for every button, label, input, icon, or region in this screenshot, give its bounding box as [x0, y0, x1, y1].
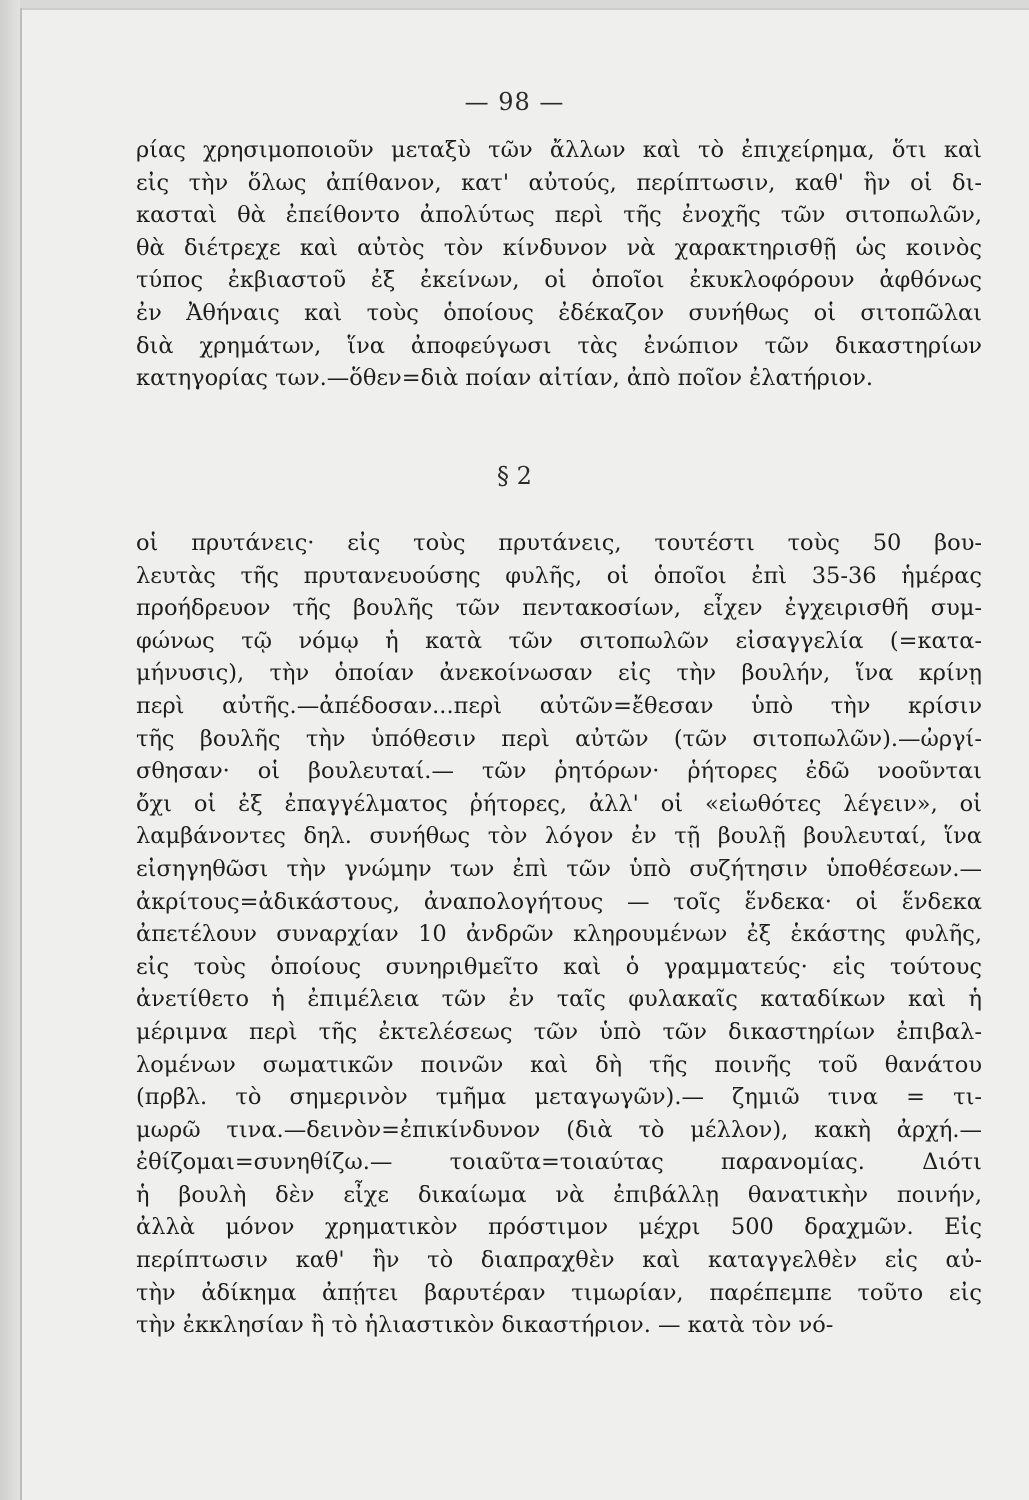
text-line: λευτὰς τῆς πρυτανευούσης φυλῆς, οἱ ὁποῖοι ἐπὶ 35-36 ἡμέρας [136, 562, 982, 589]
text-line: προήδρευον τῆς βουλῆς τῶν πεντακοσίων, εἶχεν ἐγχειρισθῆ συμ- [136, 595, 982, 622]
text-line: τῆς βουλῆς τὴν ὑπόθεσιν περὶ αὐτῶν (τῶν σιτοπωλῶν).—ὠργί- [136, 725, 982, 752]
text-line: ἀκρίτους=ἀδικάστους, ἀναπολογήτους — τοῖς ἕνδεκα· οἱ ἕνδεκα [136, 888, 982, 915]
text-line: τύπος ἐκβιαστοῦ ἐξ ἐκείνων, οἱ ὁποῖοι ἐκυκλοφόρουν ἀφθόνως [136, 267, 982, 294]
page-number: — 98 — [464, 88, 565, 116]
section-heading: § 2 [497, 462, 532, 490]
text-line: ὄχι οἱ ἐξ ἐπαγγέλματος ῥήτορες, ἀλλ' οἱ «εἰωθότες λέγειν», οἱ [136, 790, 982, 817]
text-line: οἱ πρυτάνεις· εἰς τοὺς πρυτάνεις, τουτέστι τοὺς 50 βου- [136, 530, 982, 556]
paragraph-1 [136, 134, 982, 395]
page-edge [0, 0, 20, 1500]
text-line: ἐν Ἀθήναις καὶ τοὺς ὁποίους ἐδέκαζον συνήθως οἱ σιτοπῶλαι [136, 299, 982, 326]
text-line: ἀνετίθετο ἡ ἐπιμέλεια τῶν ἐν ταῖς φυλακαῖς καταδίκων καὶ ἡ [136, 986, 982, 1013]
text-line: μήνυσις), τὴν ὁποίαν ἀνεκοίνωσαν εἰς τὴν βουλήν, ἵνα κρίνῃ [136, 660, 982, 687]
paragraph-2 [136, 527, 982, 1342]
text-line: λαμβάνοντες δηλ. συνήθως τὸν λόγον ἐν τῇ βουλῇ βουλευταί, ἵνα [136, 823, 982, 850]
text-line: κασταὶ θὰ ἐπείθοντο ἀπολύτως περὶ τῆς ἐνοχῆς τῶν σιτοπωλῶν, [136, 202, 982, 229]
text-line: (πρβλ. τὸ σημερινὸν τμῆμα μεταγωγῶν).— ζημιῶ τινα = τι- [136, 1084, 982, 1111]
text-line: μωρῶ τινα.—δεινὸν=ἐπικίνδυνον (διὰ τὸ μέλλον), κακὴ ἀρχή.— [136, 1116, 982, 1143]
text-line: ἐθίζομαι=συνηθίζω.— τοιαῦτα=τοιαύτας παρανομίας. Διότι [136, 1149, 982, 1176]
text-line: περίπτωσιν καθ' ἣν τὸ διαπραχθὲν καὶ καταγγελθὲν εἰς αὐ- [136, 1247, 982, 1274]
text-line: σθησαν· οἱ βουλευταί.— τῶν ῥητόρων· ῥήτορες ἐδῶ νοοῦνται [136, 758, 982, 785]
text-line: θὰ διέτρεχε καὶ αὐτὸς τὸν κίνδυνον νὰ χαρακτηρισθῇ ὡς κοινὸς [136, 234, 982, 261]
text-line: εἰς τοὺς ὁποίους συνηριθμεῖτο καὶ ὁ γραμματεύς· εἰς τούτους [136, 953, 982, 980]
text-line: κατηγορίας των.—ὅθεν=διὰ ποίαν αἰτίαν, ἀπὸ ποῖον ἐλατήριον. [136, 365, 874, 392]
text-line: λομένων σωματικῶν ποινῶν καὶ δὴ τῆς ποινῆς τοῦ θανάτου [136, 1051, 982, 1078]
text-line: ρίας χρησιμοποιοῦν μεταξὺ τῶν ἄλλων καὶ τὸ ἐπιχείρημα, ὅτι καὶ [136, 137, 982, 163]
text-line: τὴν ἐκκλησίαν ἢ τὸ ἡλιαστικὸν δικαστήριον. — κατὰ τὸν νό- [136, 1312, 834, 1339]
text-line: μέριμνα περὶ τῆς ἐκτελέσεως τῶν ὑπὸ τῶν δικαστηρίων ἐπιβαλ- [136, 1018, 982, 1045]
text-line: ἡ βουλὴ δὲν εἶχε δικαίωμα νὰ ἐπιβάλλῃ θανατικὴν ποινήν, [136, 1181, 982, 1208]
text-line: εἰς τὴν ὅλως ἀπίθανον, κατ' αὐτούς, περίπτωσιν, καθ' ἣν οἱ δι- [136, 169, 982, 196]
text-line: ἀπετέλουν συναρχίαν 10 ἀνδρῶν κληρουμένων ἐξ ἑκάστης φυλῆς, [136, 921, 982, 948]
text-line: φώνως τῷ νόμῳ ἡ κατὰ τῶν σιτοπωλῶν εἰσαγγελία (=κατα- [136, 627, 982, 654]
text-line: τὴν ἀδίκημα ἀπῄτει βαρυτέραν τιμωρίαν, παρέπεμπε τοῦτο εἰς [136, 1279, 982, 1306]
text-line: περὶ αὐτῆς.—ἀπέδοσαν...περὶ αὐτῶν=ἔθεσαν ὑπὸ τὴν κρίσιν [136, 692, 982, 719]
text-line: διὰ χρημάτων, ἵνα ἀποφεύγωσι τὰς ἐνώπιον τῶν δικαστηρίων [136, 332, 982, 359]
text-line: ἀλλὰ μόνον χρηματικὸν πρόστιμον μέχρι 500 δραχμῶν. Εἰς [136, 1214, 982, 1241]
text-line: εἰσηγηθῶσι τὴν γνώμην των ἐπὶ τῶν ὑπὸ συζήτησιν ὑποθέσεων.— [136, 855, 982, 882]
